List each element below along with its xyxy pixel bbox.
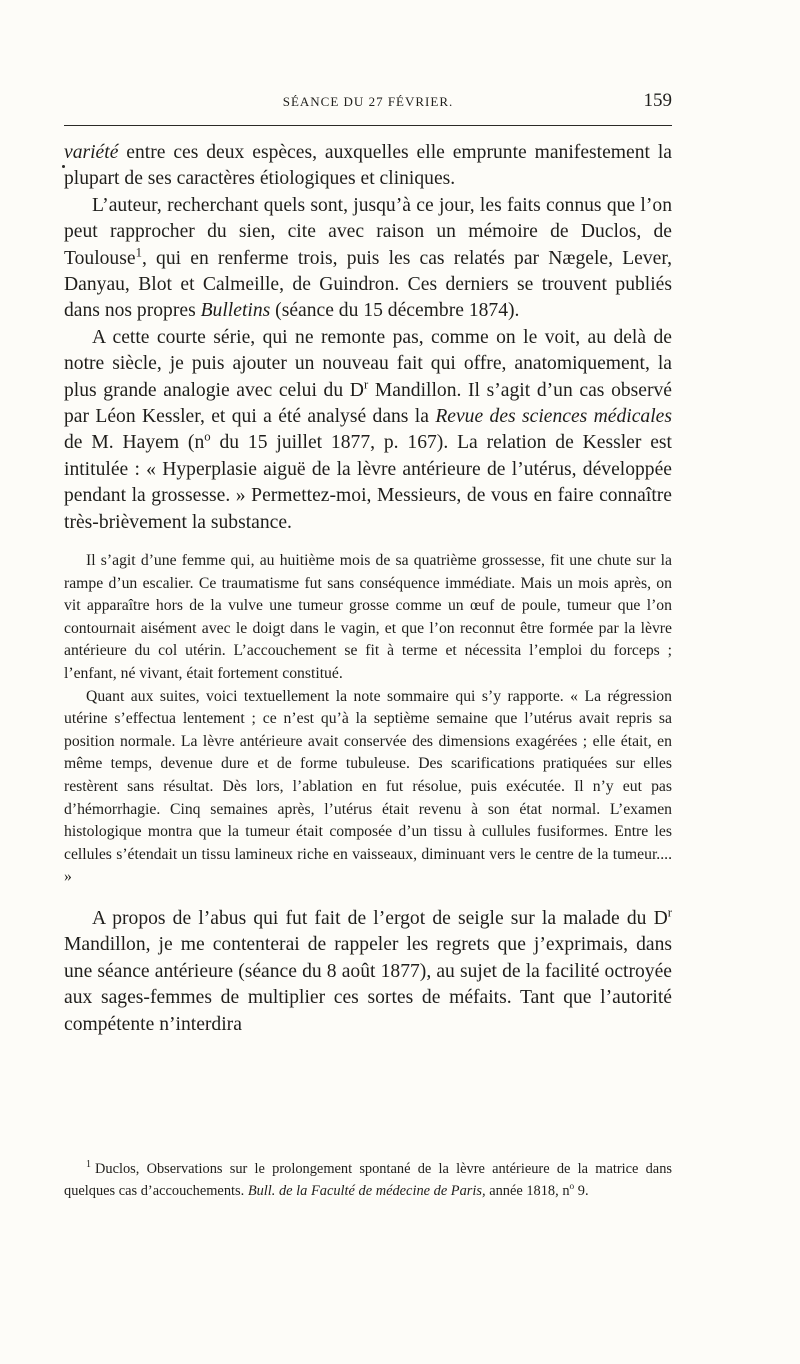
paragraph-segment: Bulletins xyxy=(200,300,271,322)
paragraph-segment: A propos de l’abus qui fut fait de l’ergot de seigle sur la malade du D xyxy=(92,908,668,929)
paragraph-segment: Mandillon, je me contenterai de rappeler les regrets que j’exprimais, dans une séance antérieure (séance du 8 août 1877), au sujet de la facilité octroyée aux sages-femmes de multiplier ces sortes de méfaits. Tant que l’autorité compétente n’interdira xyxy=(64,934,672,1035)
quoted-case-outcome xyxy=(64,686,672,889)
paragraph-segment: du 15 juillet 1877, p. 167). La relation de Kessler est intitulée : « Hyperplasie aiguë de la lèvre antérieure de l’utérus, développée pendant la grossesse. » Permettez-moi, Messieurs, de vous en faire connaître très-brièvement la substance. xyxy=(64,432,672,533)
paragraph-segment: Il s’agit d’une femme qui, au huitième mois de sa quatrième grossesse, fit une chute sur la rampe d’un escalier. Ce traumatisme fut sans conséquence immédiate. Mais un mois après, on vit apparaître hors de la vulve une tumeur grosse comme un œuf de poule, tumeur que l’on contournait aisément avec le doigt dans le vagin, et que l’on reconnut être formée par la lèvre antérieure du col utérin. L’accouchement se fit à terme et nécessita l’emploi du forceps ; l’enfant, né vivant, était fortement constitué. xyxy=(64,552,672,683)
body-text xyxy=(64,140,672,1038)
paragraph-segment: (séance du 15 décembre 1874). xyxy=(270,300,520,322)
footnote xyxy=(64,1158,672,1202)
page-number: 159 xyxy=(643,90,672,111)
paragraph-segment: Mandillon. Il s’agit d’un cas observé par Léon Kessler, et qui a été analysé dans la xyxy=(64,379,672,428)
paragraph-segment: Quant aux suites, voici textuellement la note sommaire qui s’y rapporte. « La régression utérine s’effectua lentement ; ce n’est qu’à la septième semaine que l’utérus avait repris sa position normale. La lèvre antérieure avait conservée des dimensions exagérées ; elle était, en même temps, devenue dure et de forme tubuleuse. Des scarifications pratiquées sur elles restèrent sans résultat. Dès lors, l’ablation en fut résolue, puis exécutée. Il n’y eut pas d’hémorrhagie. Cinq semaines après, l’utérus était revenu à son état normal. L’examen histologique montra que la tumeur était composée d’un tissu à cullules fusiformes. Entre les cellules s’étendait un tissu lamineux riche en vaisseaux, diminuant vers le centre de la tumeur.... » xyxy=(64,687,672,886)
footnote-segment: 9. xyxy=(574,1183,589,1199)
paragraph-segment: variété xyxy=(64,142,119,163)
running-title: SÉANCE DU 27 FÉVRIER. xyxy=(282,94,454,109)
paragraph-segment: de M. Hayem (n xyxy=(64,432,205,454)
paragraph-segment: r xyxy=(363,377,369,392)
paragraph-segment: A cette courte série, qui ne remonte pas, comme on le voit, au delà de notre siècle, je puis ajouter un nouveau fait qui offre, anatomiquement, la plus grande analogie avec celui du D xyxy=(64,326,672,401)
paragraph-segment: r xyxy=(667,905,672,920)
paragraph-kessler-case xyxy=(64,325,672,536)
footnote-text xyxy=(64,1158,672,1202)
footnote-segment: Bull. de la Faculté de médecine de Paris, xyxy=(247,1183,486,1199)
footnote-marker: 1 xyxy=(86,1159,91,1171)
stray-mark xyxy=(62,165,65,168)
paragraph-segment: entre ces deux espèces, auxquelles elle emprunte manifestement la plupart de ses caractères étiologiques et cliniques. xyxy=(64,142,672,190)
footnote-segment: Duclos, Observations sur le prolongement spontané de la lèvre antérieure de la matrice dans quelques cas d’accouchements. xyxy=(64,1161,672,1199)
paragraph-segment: 1 xyxy=(135,245,142,260)
paragraph-author-review xyxy=(64,193,672,325)
paragraph-segment: Revue des sciences médicales xyxy=(435,406,672,428)
page-header xyxy=(64,84,672,118)
quoted-case-description xyxy=(64,550,672,686)
paragraph-segment: , qui en renferme trois, puis les cas relatés par Nægele, Lever, Danyau, Blot et Calmeille, de Guindron. Ces derniers se trouvent publiés dans nos propres xyxy=(64,247,672,322)
footnote-segment: o xyxy=(569,1182,575,1193)
paragraph-continuation xyxy=(64,140,672,193)
paragraph-ergot xyxy=(64,906,672,1038)
header-rule xyxy=(64,125,672,126)
paragraph-segment: L’auteur, recherchant quels sont, jusqu’à ce jour, les faits connus que l’on peut rapprocher du sien, cite avec raison un mémoire de Duclos, de Toulouse xyxy=(64,194,672,269)
paragraph-segment: o xyxy=(204,429,211,444)
footnote-segment: année 1818, n xyxy=(485,1183,570,1199)
